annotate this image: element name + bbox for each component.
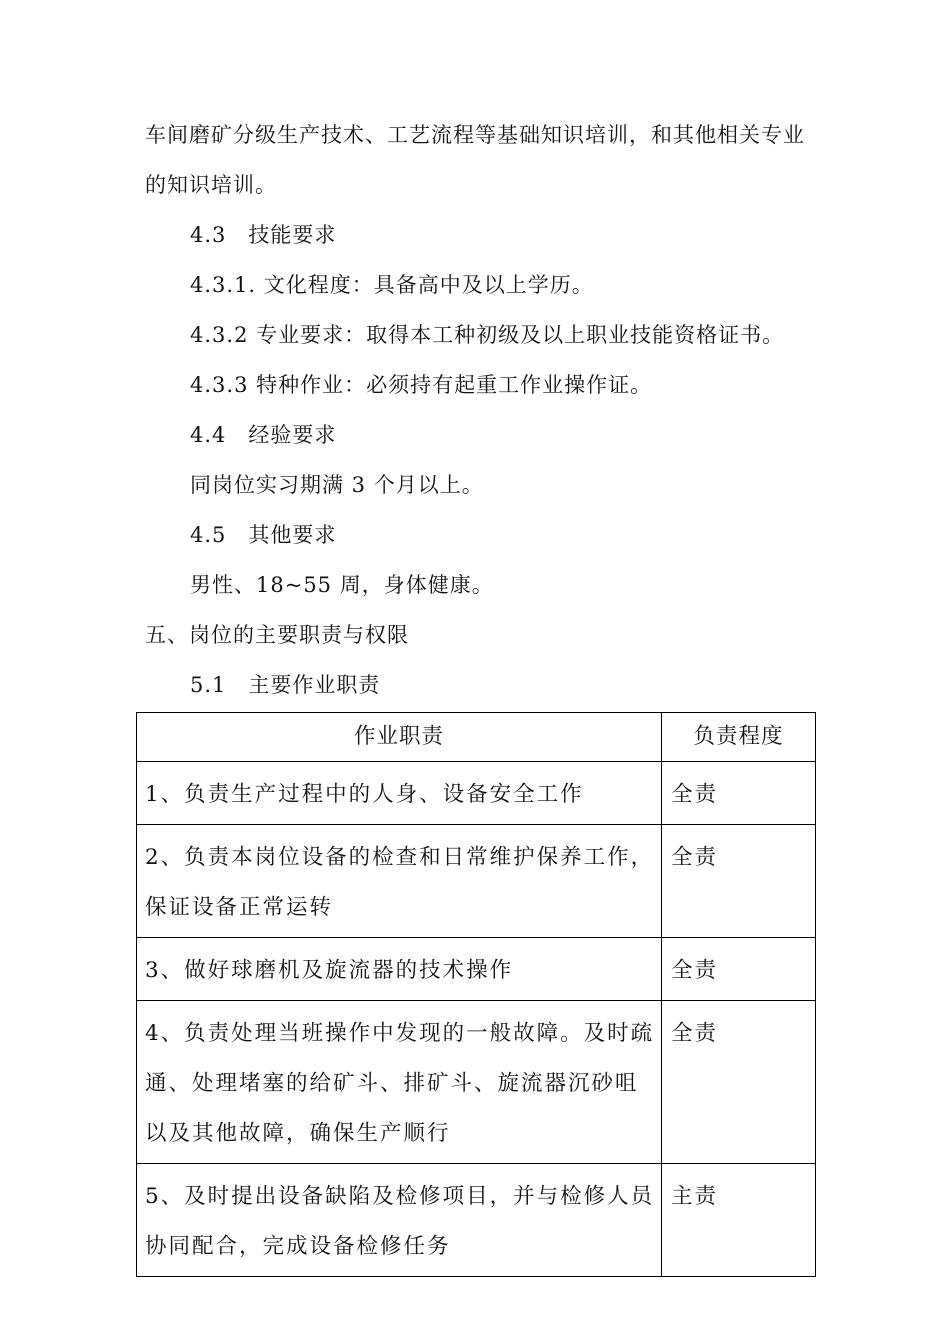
item-4-3-2: 4.3.2 专业要求：取得本工种初级及以上职业技能资格证书。 <box>190 323 785 347</box>
section-heading-4-4: 4.4 经验要求 <box>190 423 337 447</box>
table-row <box>137 938 816 1001</box>
paragraph-training-end: 的知识培训。 <box>145 173 277 197</box>
duty-cell: 5、及时提出设备缺陷及检修项目，并与检修人员协同配合，完成设备检修任务 <box>137 1164 662 1277</box>
level-cell: 全责 <box>662 762 816 825</box>
table-row <box>137 762 816 825</box>
level-cell: 主责 <box>662 1164 816 1277</box>
duty-cell: 2、负责本岗位设备的检查和日常维护保养工作，保证设备正常运转 <box>137 825 662 938</box>
duty-cell: 1、负责生产过程中的人身、设备安全工作 <box>137 762 662 825</box>
section-heading-4-5: 4.5 其他要求 <box>190 523 337 547</box>
table-row <box>137 1164 816 1277</box>
section-heading-5-1: 5.1 主要作业职责 <box>190 673 381 697</box>
section-heading-4-3: 4.3 技能要求 <box>190 223 337 247</box>
chapter-heading-5: 五、岗位的主要职责与权限 <box>145 623 409 647</box>
level-cell: 全责 <box>662 938 816 1001</box>
header-duty: 作业职责 <box>137 713 662 762</box>
paragraph-training-continued: 车间磨矿分级生产技术、工艺流程等基础知识培训，和其他相关专业 <box>145 123 805 147</box>
table-row <box>137 825 816 938</box>
item-4-3-3: 4.3.3 特种作业：必须持有起重工作业操作证。 <box>190 373 653 397</box>
experience-text: 同岗位实习期满 3 个月以上。 <box>190 473 484 497</box>
level-cell: 全责 <box>662 1001 816 1164</box>
table-row <box>137 1001 816 1164</box>
other-requirements-text: 男性、18~55 周，身体健康。 <box>190 573 494 597</box>
duties-table <box>136 712 816 1277</box>
item-4-3-1: 4.3.1. 文化程度：具备高中及以上学历。 <box>190 273 594 297</box>
duty-cell: 3、做好球磨机及旋流器的技术操作 <box>137 938 662 1001</box>
level-cell: 全责 <box>662 825 816 938</box>
table-header-row <box>137 713 816 762</box>
duty-cell: 4、负责处理当班操作中发现的一般故障。及时疏通、处理堵塞的给矿斗、排矿斗、旋流器沉砂咀以及其他故障，确保生产顺行 <box>137 1001 662 1164</box>
header-level: 负责程度 <box>662 713 816 762</box>
